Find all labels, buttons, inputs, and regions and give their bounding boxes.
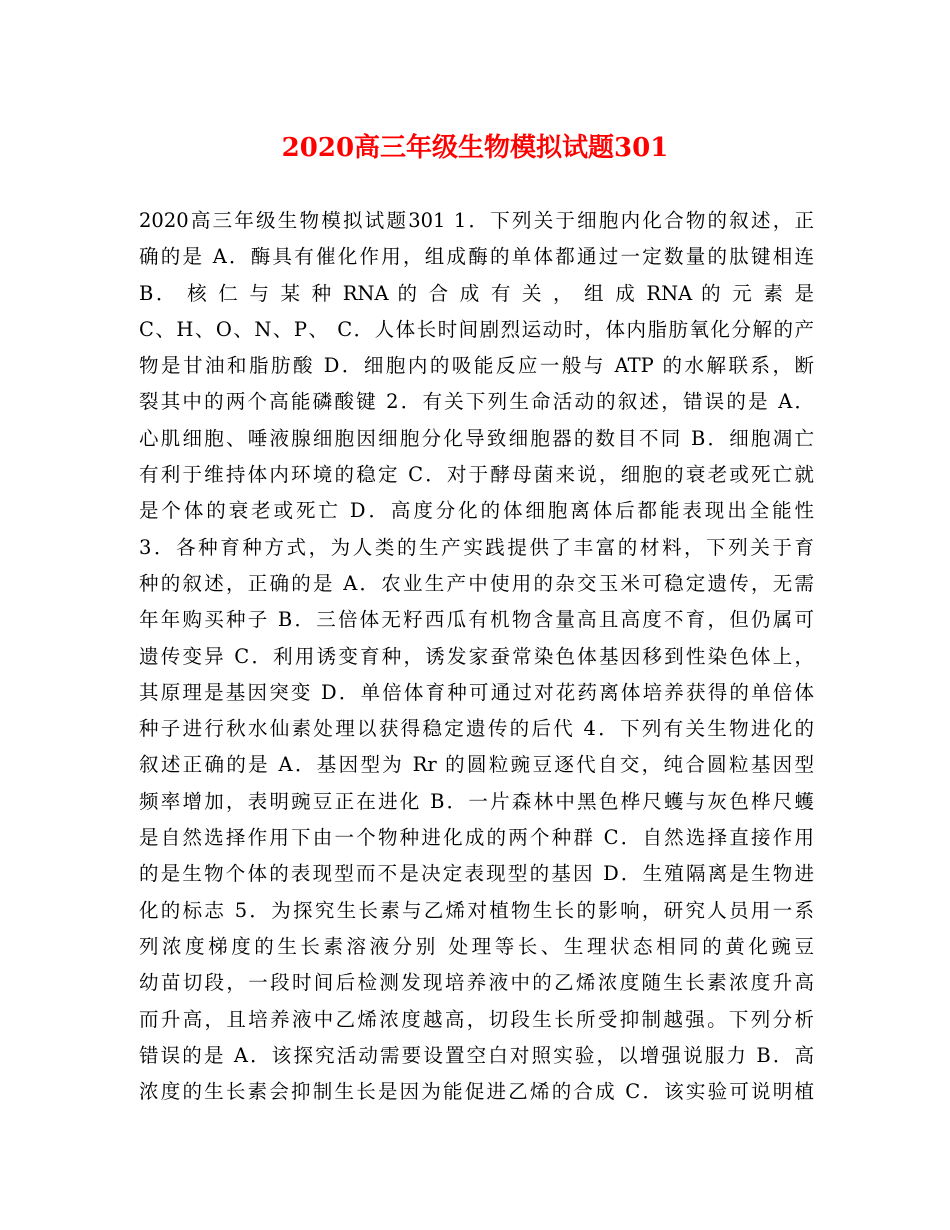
body-line: B． 核 仁 与 某 种 RNA 的 合 成 有 关 ， 组 成 RNA 的 元 素 是 xyxy=(139,281,814,305)
body-line: 有利于维持体内环境的稳定 C．对于酵母菌来说，细胞的衰老或死亡就 xyxy=(139,463,814,487)
body-line: 确的是 A．酶具有催化作用，组成酶的单体都通过一定数量的肽键相连 xyxy=(139,245,814,269)
body-line: 心肌细胞、唾液腺细胞因细胞分化导致细胞器的数目不同 B．细胞凋亡 xyxy=(139,426,814,450)
document-title: 2020高三年级生物模拟试题301 xyxy=(281,133,669,163)
body-line: 其原理是基因突变 D．单倍体育种可通过对花药离体培养获得的单倍体 xyxy=(139,680,814,704)
body-line: 年年购买种子 B．三倍体无籽西瓜有机物含量高且高度不育，但仍属可 xyxy=(139,608,814,632)
body-line: 裂其中的两个高能磷酸键 2．有关下列生命活动的叙述，错误的是 A． xyxy=(139,390,814,414)
body-line: 叙述正确的是 A．基因型为 Rr 的圆粒豌豆逐代自交，纯合圆粒基因型 xyxy=(139,753,814,777)
body-line: 浓度的生长素会抑制生长是因为能促进乙烯的合成 C．该实验可说明植 xyxy=(139,1080,814,1104)
body-line: 列浓度梯度的生长素溶液分别 处理等长、生理状态相同的黄化豌豆 xyxy=(139,934,814,958)
body-line: C、H、O、N、P、 C．人体长时间剧烈运动时，体内脂肪氧化分解的产 xyxy=(139,317,814,341)
body-line: 种子进行秋水仙素处理以获得稳定遗传的后代 4．下列有关生物进化的 xyxy=(139,717,814,741)
body-line: 是个体的衰老或死亡 D．高度分化的体细胞离体后都能表现出全能性 xyxy=(139,499,814,523)
body-line: 幼苗切段，一段时间后检测发现培养液中的乙烯浓度随生长素浓度升高 xyxy=(139,971,814,995)
body-line: 而升高，且培养液中乙烯浓度越高，切段生长所受抑制越强。下列分析 xyxy=(139,1007,814,1031)
body-line: 的是生物个体的表现型而不是决定表现型的基因 D．生殖隔离是生物进 xyxy=(139,862,814,886)
body-line: 化的标志 5．为探究生长素与乙烯对植物生长的影响，研究人员用一系 xyxy=(139,898,814,922)
document-body xyxy=(139,203,814,1110)
body-line: 物是甘油和脂肪酸 D．细胞内的吸能反应一般与 ATP 的水解联系，断 xyxy=(139,354,814,378)
body-line: 是自然选择作用下由一个物种进化成的两个种群 C．自然选择直接作用 xyxy=(139,826,814,850)
body-line: 种的叙述，正确的是 A．农业生产中使用的杂交玉米可稳定遗传，无需 xyxy=(139,571,814,595)
body-line: 频率增加，表明豌豆正在进化 B．一片森林中黑色桦尺蠖与灰色桦尺蠖 xyxy=(139,789,814,813)
body-line: 错误的是 A．该探究活动需要设置空白对照实验，以增强说服力 B．高 xyxy=(139,1043,814,1067)
body-line: 2020高三年级生物模拟试题301 1．下列关于细胞内化合物的叙述，正 xyxy=(139,209,814,232)
body-line: 3．各种育种方式，为人类的生产实践提供了丰富的材料，下列关于育 xyxy=(139,535,814,559)
body-line: 遗传变异 C．利用诱变育种，诱发家蚕常染色体基因移到性染色体上， xyxy=(139,644,814,668)
